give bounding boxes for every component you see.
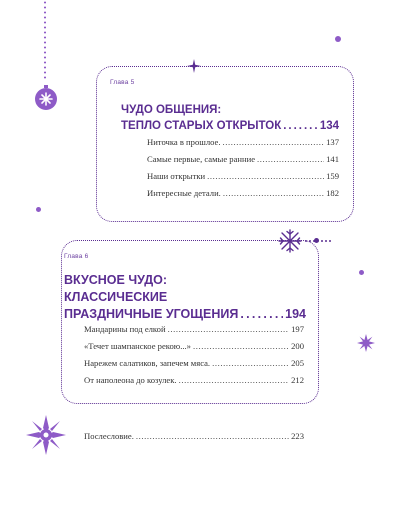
leader-dots — [168, 324, 290, 334]
toc-entry-title: «Течет шампанское рекою...» — [84, 341, 191, 351]
leader-dots — [257, 154, 324, 164]
leader-dots — [212, 358, 289, 368]
leader-dots — [283, 119, 318, 135]
chapter-5-label: Глава 5 — [110, 79, 135, 86]
decor-dot — [359, 270, 364, 275]
ornament-icon — [33, 84, 59, 110]
toc-entry-page: 137 — [326, 137, 339, 147]
toc-entry-page: 200 — [291, 341, 304, 351]
toc-entry-page: 159 — [326, 171, 339, 181]
toc-entry-afterword[interactable] — [84, 431, 304, 442]
toc-entry-title: Ниточка в прошлое. — [147, 137, 221, 147]
toc-entry[interactable] — [147, 137, 339, 148]
leader-dots — [240, 306, 283, 323]
toc-entry-title: Самые первые, самые ранние — [147, 154, 256, 164]
toc-entry-page: 197 — [291, 324, 304, 334]
toc-entry-title: Наши открытки — [147, 171, 206, 181]
leader-dots — [223, 188, 324, 198]
leader-dots — [193, 341, 289, 351]
chapter-6-title-line1: ВКУСНОЕ ЧУДО: — [64, 273, 168, 287]
chapter-6-label: Глава 6 — [64, 253, 89, 260]
decor-dot — [314, 238, 319, 243]
decor-dot — [36, 207, 41, 212]
toc-entry-page: 182 — [326, 188, 339, 198]
toc-entry-title: Мандарины под елкой — [84, 324, 166, 334]
chapter-6-title[interactable] — [64, 272, 306, 323]
leader-dots — [179, 375, 290, 385]
toc-entry-title: Нарежем салатиков, запечем мяса. — [84, 358, 211, 368]
toc-entry[interactable] — [147, 171, 339, 182]
leader-dots — [223, 137, 325, 147]
chapter-6-title-line3: ПРАЗДНИЧНЫЕ УГОЩЕНИЯ — [64, 307, 239, 321]
chapter-5-page: 134 — [319, 119, 339, 132]
dotted-garland — [44, 0, 46, 80]
toc-entry-title: Послесловие. — [84, 431, 134, 441]
toc-entry[interactable] — [147, 154, 339, 165]
chapter-5-title-line1: ЧУДО ОБЩЕНИЯ: — [121, 104, 222, 116]
chapter-5-title-line2: ТЕПЛО СТАРЫХ ОТКРЫТОК — [121, 119, 282, 132]
chapter-6-title-line2: КЛАССИЧЕСКИЕ — [64, 290, 168, 304]
star-icon — [357, 334, 375, 352]
toc-entry[interactable] — [84, 358, 304, 369]
chapter-5-title[interactable] — [121, 103, 339, 134]
toc-entry-page: 141 — [326, 154, 339, 164]
toc-entry-page: 212 — [291, 375, 304, 385]
toc-entry-page: 223 — [291, 431, 304, 441]
toc-entry[interactable] — [147, 188, 339, 199]
sparkle-icon — [26, 415, 66, 455]
toc-entry-title: От наполеона до козулек. — [84, 375, 177, 385]
toc-entry[interactable] — [84, 324, 304, 335]
toc-entry-title: Интересные детали. — [147, 188, 221, 198]
leader-dots — [207, 171, 324, 181]
decor-dot — [335, 36, 341, 42]
chapter-6-page: 194 — [285, 307, 306, 321]
toc-entry[interactable] — [84, 341, 304, 352]
leader-dots — [136, 431, 289, 441]
toc-entry[interactable] — [84, 375, 304, 386]
toc-entry-page: 205 — [291, 358, 304, 368]
